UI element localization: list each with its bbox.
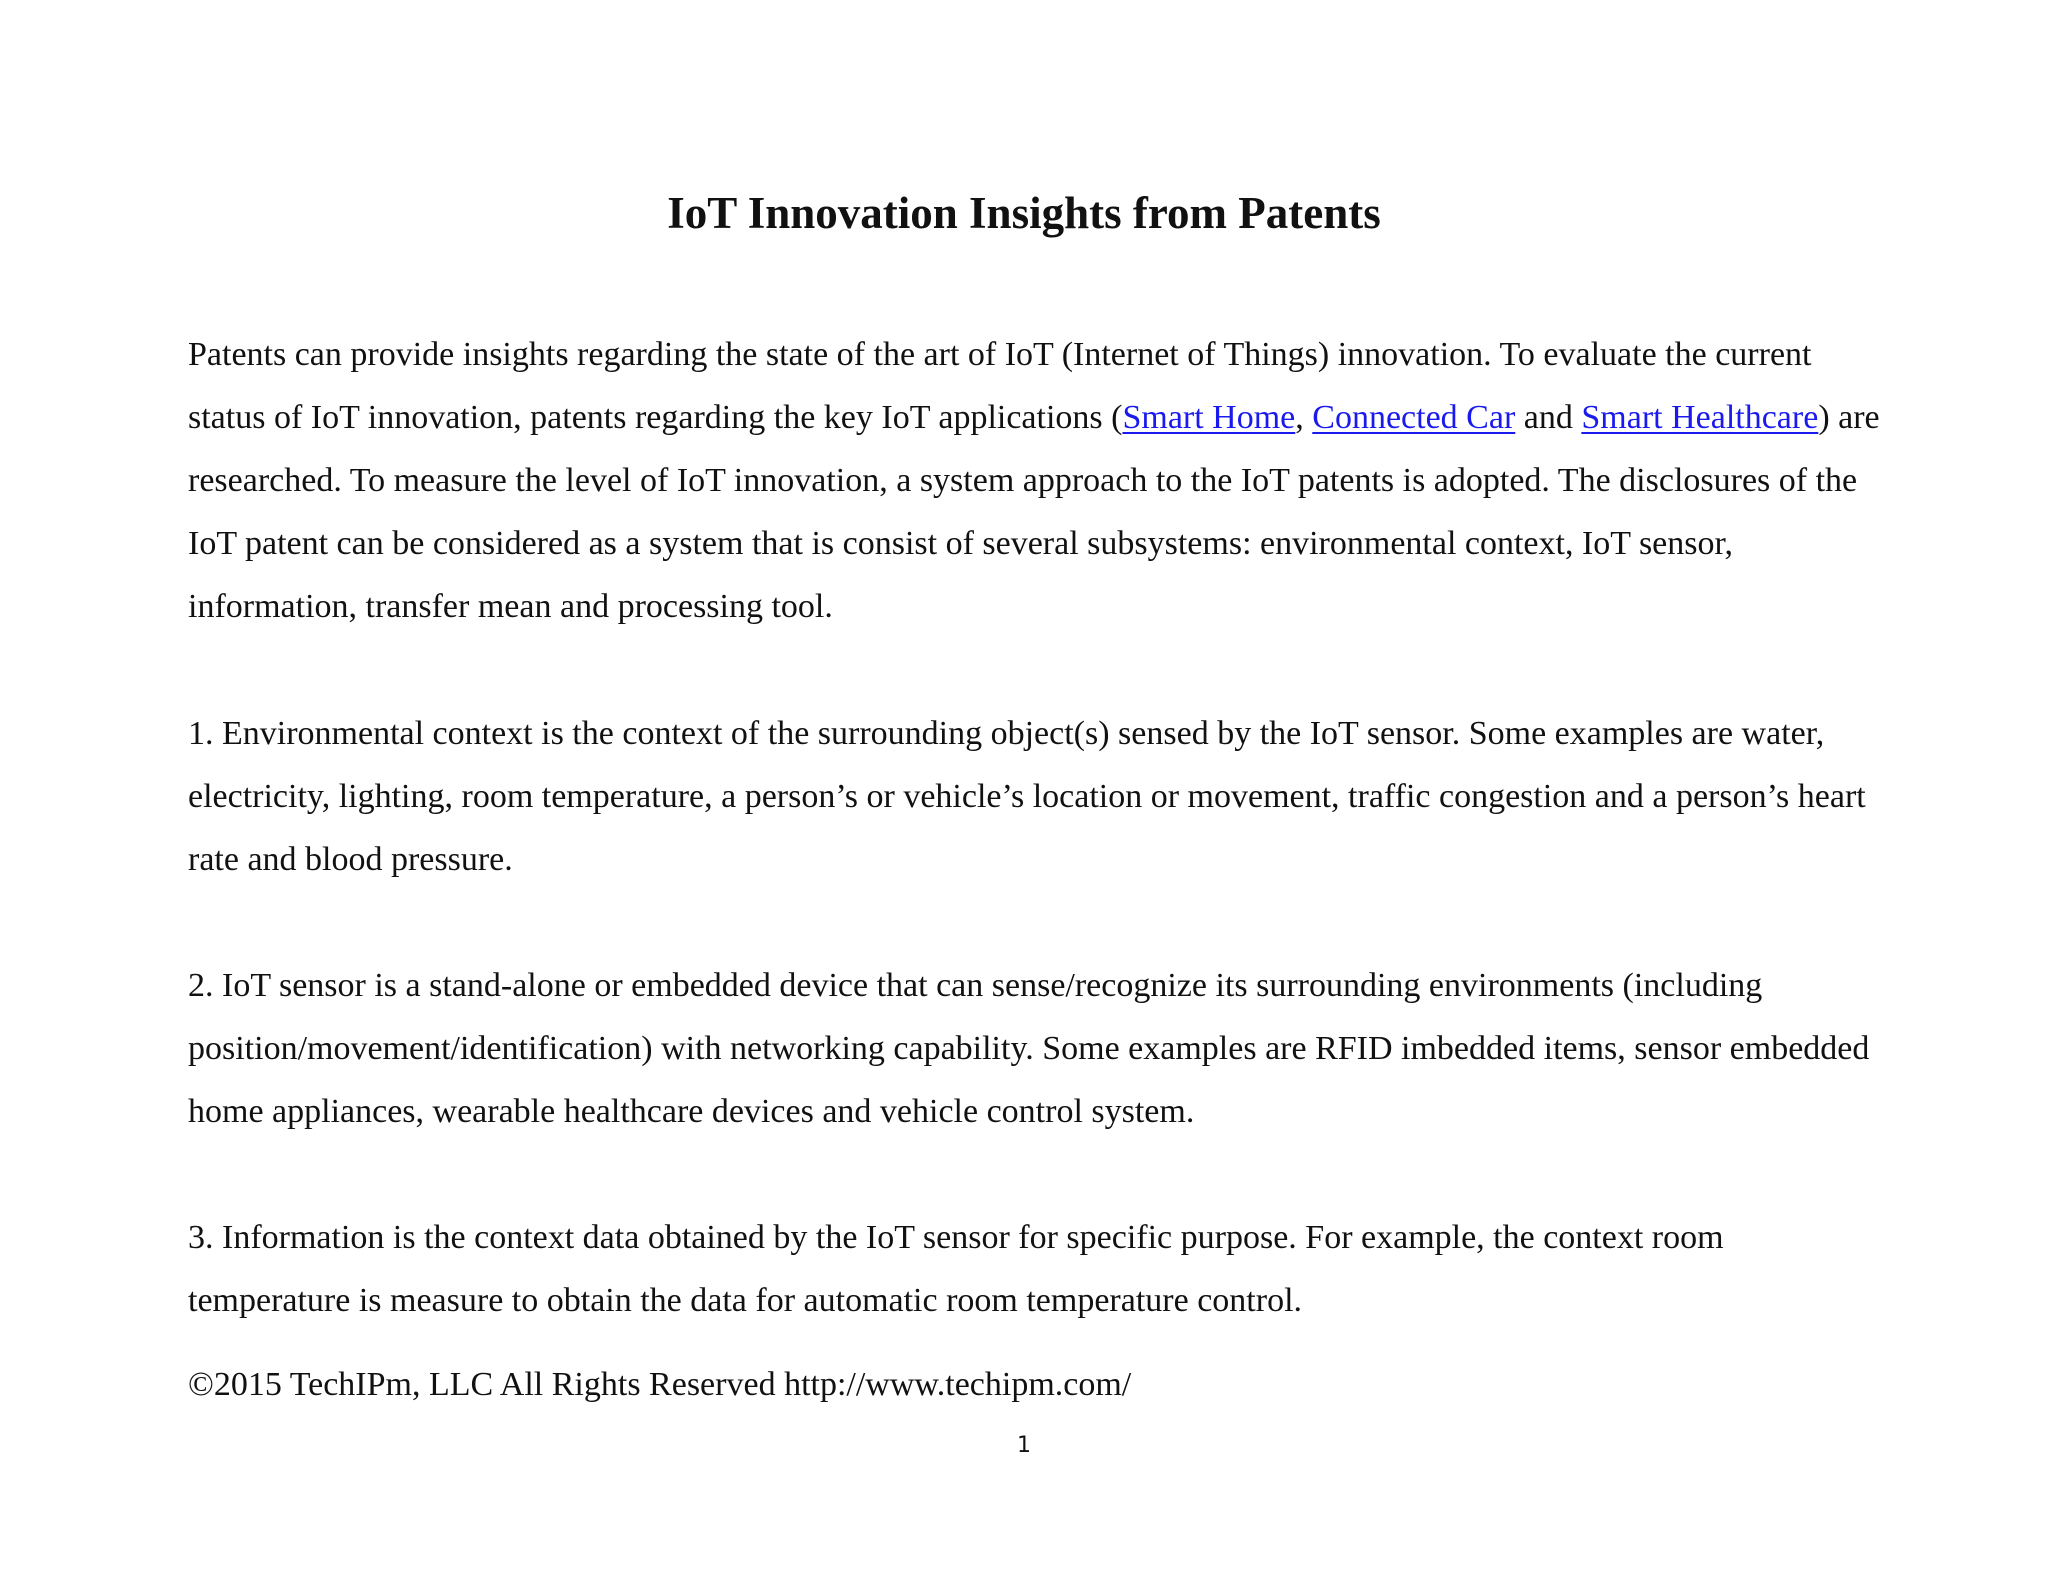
intro-text-1: Patents can provide insights regarding the state of the art of IoT (Internet of Things) innovation. To evaluate the current status of IoT innovation, patents regarding the key IoT applications (	[188, 336, 1812, 436]
intro-text-3: and	[1515, 399, 1582, 436]
intro-paragraph	[188, 323, 1888, 638]
smart-healthcare-link[interactable]: Smart Healthcare	[1581, 399, 1819, 436]
intro-text-2: ,	[1295, 399, 1313, 436]
page-title: IoT Innovation Insights from Patents	[667, 188, 1381, 238]
point-information: 3. Information is the context data obtained by the IoT sensor for specific purpose. For example, the context room temperature is measure to obtain the data for automatic room temperature control.	[188, 1219, 1724, 1319]
page-number: 1	[1017, 1433, 1031, 1458]
point-environmental-context: 1. Environmental context is the context of the surrounding object(s) sensed by the IoT sensor. Some examples are water, electricity, lighting, room temperature, a person’s or vehicle’s location or movement, traffic congestion and a person’s heart rate and blood pressure.	[188, 715, 1866, 878]
intro-text-4: ) are researched. To measure the level of IoT innovation, a system approach to the IoT patents is adopted. The disclosures of the IoT patent can be considered as a system that is consist of several subsystems: environmental context, IoT sensor, information, transfer mean and processing tool.	[188, 399, 1880, 625]
copyright-footer: ©2015 TechIPm, LLC All Rights Reserved http://www.techipm.com/	[188, 1366, 1132, 1403]
smart-home-link[interactable]: Smart Home	[1122, 399, 1296, 436]
point-iot-sensor: 2. IoT sensor is a stand-alone or embedded device that can sense/recognize its surrounding environments (including position/movement/identification) with networking capability. Some examples are RFID imbedded items, sensor embedded home appliances, wearable healthcare devices and vehicle control system.	[188, 967, 1870, 1130]
connected-car-link[interactable]: Connected Car	[1312, 399, 1516, 436]
